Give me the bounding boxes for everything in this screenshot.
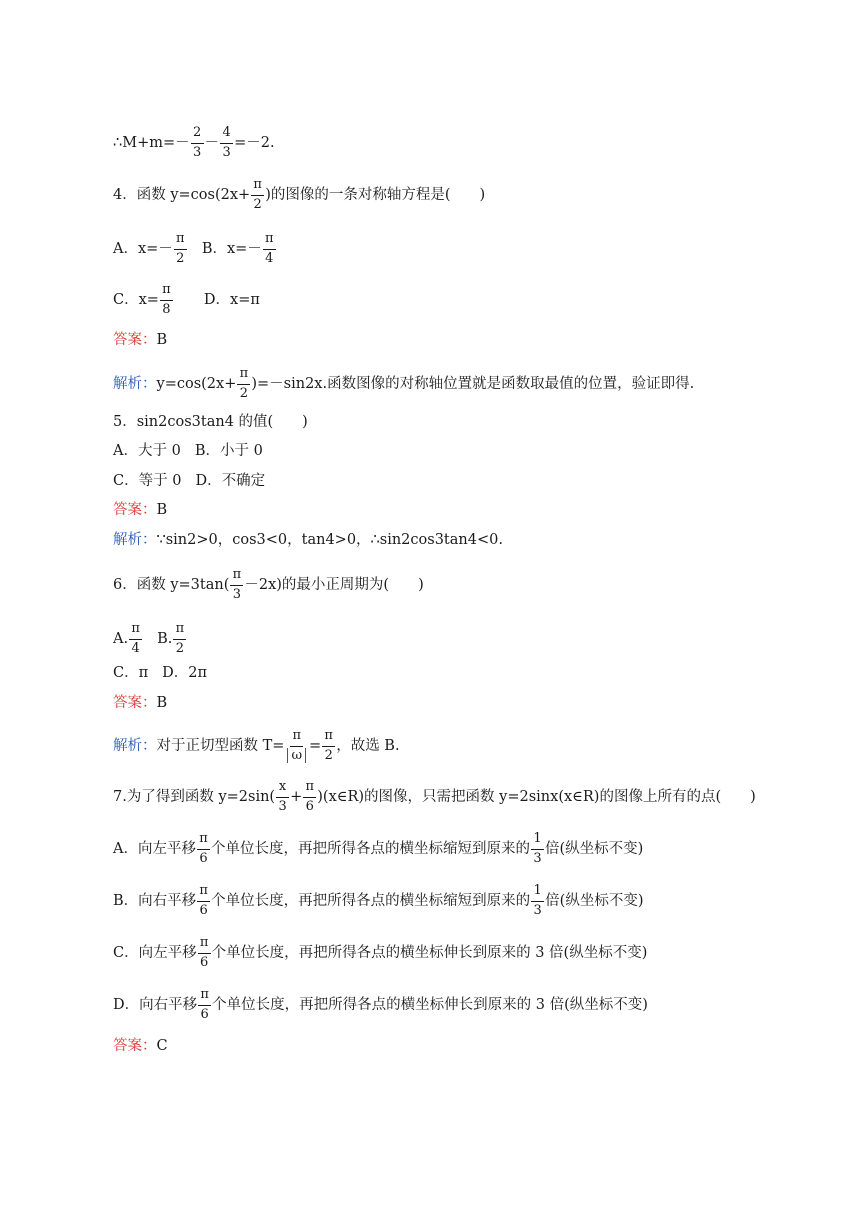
q7-option-b	[113, 884, 643, 919]
text: )的图像的一条对称轴方程是( )	[265, 187, 486, 204]
q6-options-cd	[113, 666, 207, 681]
denominator: 2	[324, 747, 333, 763]
denominator: 6	[200, 1006, 209, 1022]
q7-option-d	[113, 988, 648, 1023]
numerator: x	[276, 780, 289, 798]
text: 4．函数 y=cos(2x+	[113, 187, 251, 204]
denominator: 4	[131, 640, 140, 656]
text: 倍(纵坐标不变)	[545, 893, 644, 910]
text: A．向左平移	[113, 841, 196, 858]
q5-options-cd	[113, 474, 265, 489]
q6-options-ab	[113, 622, 187, 657]
numerator: 1	[531, 832, 544, 850]
numerator: π	[290, 729, 303, 747]
fraction	[531, 884, 544, 919]
fraction	[160, 283, 173, 318]
fraction	[198, 936, 211, 971]
q5-explanation	[113, 533, 503, 548]
q4-stem	[113, 178, 485, 213]
numerator: π	[160, 283, 173, 301]
option-b: B.	[157, 631, 173, 648]
text: D．向右平移	[113, 997, 198, 1014]
text: 个单位长度，再把所得各点的横坐标伸长到原来的 3 倍(纵坐标不变)	[211, 945, 648, 962]
numerator: π	[237, 367, 250, 385]
numerator: π	[197, 832, 210, 850]
explanation-label: 解析：	[113, 376, 157, 393]
numerator: π	[251, 178, 264, 196]
text: B．向右平移	[113, 893, 197, 910]
answer-label: 答案：	[113, 502, 157, 518]
denominator: 3	[222, 144, 231, 160]
option-d: D．不确定	[195, 473, 266, 489]
fraction	[531, 832, 544, 867]
denominator: 3	[533, 850, 542, 866]
fraction	[276, 780, 289, 815]
option-c: C．等于 0	[113, 473, 182, 489]
numerator: π	[230, 568, 243, 586]
fraction	[251, 178, 264, 213]
text: )=－sin2x.函数图像的对称轴位置就是函数取最值的位置，验证即得.	[251, 376, 695, 393]
denominator: 2	[176, 250, 185, 266]
option-a: A．x=－	[113, 241, 173, 258]
denominator: 3	[533, 902, 542, 918]
numerator: π	[303, 780, 316, 798]
text: 个单位长度，再把所得各点的横坐标缩短到原来的	[210, 841, 530, 858]
q4-answer	[113, 333, 167, 348]
fraction	[303, 780, 316, 815]
option-d: D．2π	[162, 665, 208, 681]
numerator: π	[198, 936, 211, 954]
fraction	[129, 622, 142, 657]
fraction	[230, 568, 243, 603]
explanation-label: 解析：	[113, 738, 157, 755]
q6-stem	[113, 568, 424, 603]
explanation-label: 解析：	[113, 532, 157, 548]
numerator: π	[197, 884, 210, 902]
fraction	[198, 988, 211, 1023]
q7-stem	[113, 780, 756, 815]
q4-options-ab	[113, 232, 277, 267]
option-c: C．π	[113, 665, 149, 681]
numerator: π	[322, 729, 335, 747]
answer-value: C	[156, 1038, 168, 1054]
text: y=cos(2x+	[156, 376, 237, 393]
option-a: A.	[113, 631, 129, 648]
answer-value: B	[156, 502, 168, 518]
fraction	[263, 232, 276, 267]
text: －2x)的最小正周期为( )	[244, 577, 424, 594]
numerator: 2	[191, 126, 204, 144]
text: ∴M+m=－	[113, 135, 190, 152]
answer-label: 答案：	[113, 1038, 157, 1054]
q7-option-c	[113, 936, 647, 971]
q6-explanation	[113, 729, 400, 764]
denominator: 4	[265, 250, 274, 266]
fraction	[191, 126, 204, 161]
result-line	[113, 126, 275, 161]
text: C．向左平移	[113, 945, 197, 962]
denominator: 6	[199, 850, 208, 866]
numerator: 4	[220, 126, 233, 144]
answer-label: 答案：	[113, 332, 157, 348]
denominator: 2	[175, 640, 184, 656]
text: ，故选 B.	[336, 738, 400, 755]
q7-option-a	[113, 832, 643, 867]
q5-stem: 5．sin2cos3tan4 的值( )	[113, 414, 308, 430]
denominator: 3	[278, 798, 287, 814]
abs-omega: ω	[287, 748, 306, 763]
q5-answer	[113, 503, 167, 518]
text: =	[309, 738, 322, 755]
q6-answer	[113, 696, 167, 711]
fraction	[173, 622, 186, 657]
answer-value: B	[156, 695, 168, 711]
option-d: D．x=π	[203, 292, 260, 309]
fraction	[197, 884, 210, 919]
text: 个单位长度，再把所得各点的横坐标缩短到原来的	[211, 893, 531, 910]
option-c: C．x=	[113, 292, 159, 309]
denominator: 3	[192, 144, 202, 160]
option-a: A．大于 0	[113, 443, 181, 459]
denominator: 2	[253, 196, 262, 212]
text: ∵sin2>0，cos3<0，tan4>0，∴sin2cos3tan4<0.	[156, 532, 503, 548]
fraction	[322, 729, 335, 764]
numerator: π	[173, 622, 186, 640]
answer-value: B	[156, 332, 168, 348]
text: )(x∈R)的图像，只需把函数 y=2sinx(x∈R)的图像上所有的点( )	[317, 789, 756, 806]
denominator: 8	[162, 301, 171, 317]
fraction	[174, 232, 187, 267]
numerator: 1	[531, 884, 544, 902]
q4-options-cd	[113, 283, 260, 318]
text: +	[290, 789, 303, 806]
numerator: π	[263, 232, 276, 250]
q7-answer	[113, 1039, 168, 1054]
text: 对于正切型函数 T=	[156, 738, 285, 755]
text: 倍(纵坐标不变)	[544, 841, 644, 858]
denominator: 6	[199, 902, 208, 918]
q4-explanation	[113, 367, 694, 402]
numerator: π	[174, 232, 187, 250]
fraction	[197, 832, 210, 867]
text: 7.为了得到函数 y=2sin(	[113, 789, 276, 806]
denominator: 6	[305, 798, 314, 814]
denominator: 2	[239, 385, 248, 401]
fraction	[285, 729, 308, 764]
denominator	[285, 747, 308, 764]
denominator: 6	[199, 954, 209, 970]
fraction	[237, 367, 250, 402]
text: =－2.	[234, 135, 275, 152]
option-b: B．x=－	[201, 241, 262, 258]
option-b: B．小于 0	[194, 443, 263, 459]
fraction	[220, 126, 233, 161]
numerator: π	[129, 622, 142, 640]
numerator: π	[198, 988, 211, 1006]
denominator: 3	[232, 586, 242, 602]
text: 个单位长度，再把所得各点的横坐标伸长到原来的 3 倍(纵坐标不变)	[212, 997, 648, 1014]
q5-options-ab	[113, 444, 263, 459]
text: 6．函数 y=3tan(	[113, 577, 230, 594]
text: －	[204, 135, 220, 152]
answer-label: 答案：	[113, 695, 157, 711]
